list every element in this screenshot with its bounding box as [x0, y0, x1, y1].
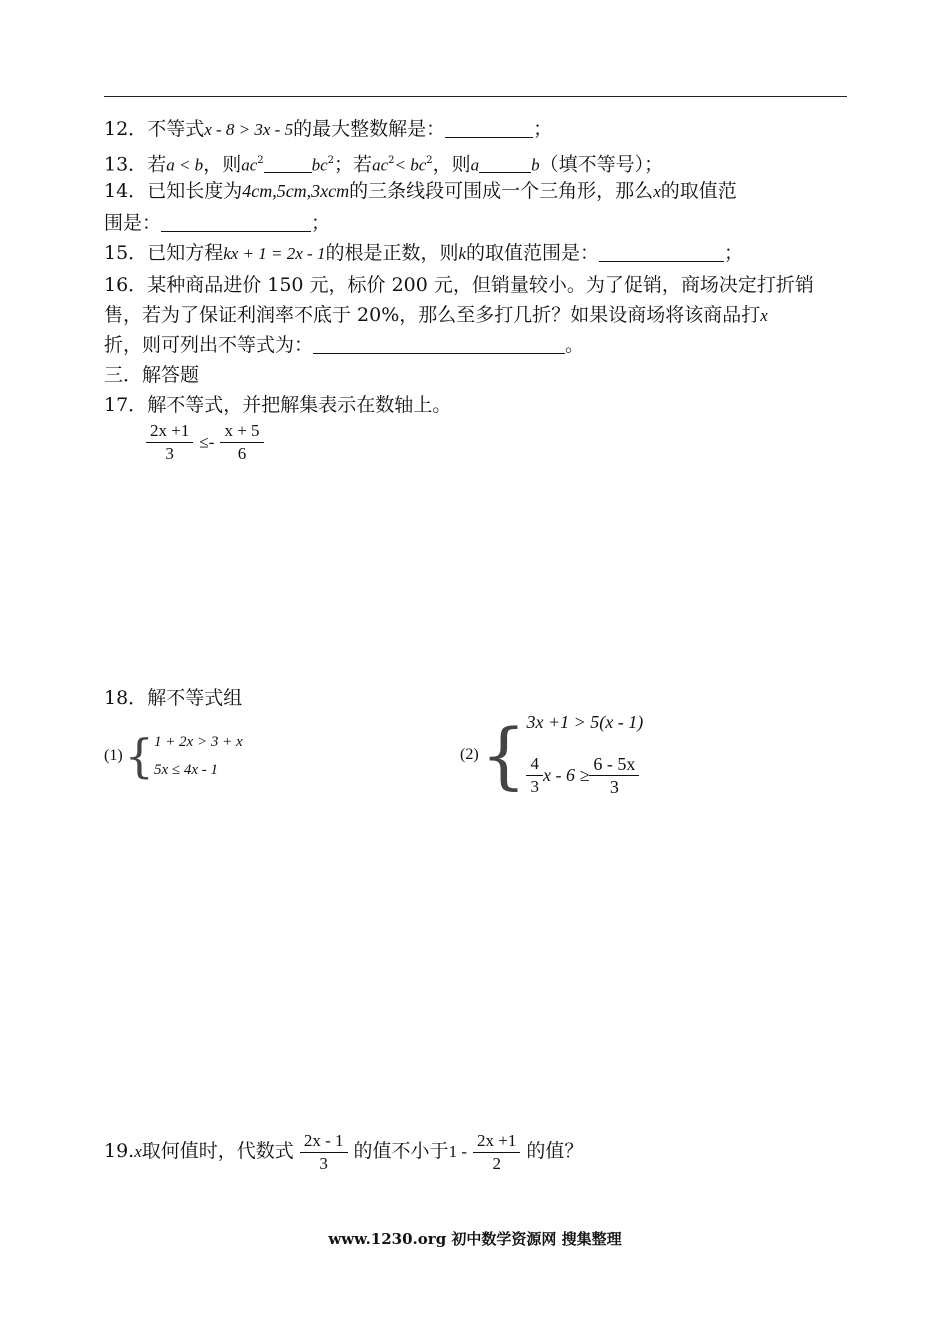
- q18-system-2: (2) { 3x +1 > 5(x - 1) $\frac{4}{3}$ x - 6 ≥ $\frac{6 - 5x}{3}$: [460, 712, 644, 797]
- question-12: 12．不等式x - 8 > 3x - 5的最大整数解是： ；: [104, 118, 553, 140]
- question-15: 15．已知方程kx + 1 = 2x - 1的根是正数，则k的取值范围是： ；: [104, 242, 744, 264]
- q12-number: 12．: [104, 118, 148, 140]
- answer-blank[interactable]: [313, 335, 565, 354]
- answer-blank[interactable]: [445, 119, 533, 138]
- q17-inequality: $\frac{2x +1}{3}$ ≤- $\frac{x + 5}{6}$: [146, 420, 264, 465]
- fraction: $\frac{x + 5}{6}$: [220, 420, 263, 465]
- fraction: $\frac{2x - 1}{3}$: [300, 1130, 348, 1175]
- left-brace: {: [480, 713, 527, 797]
- q18-system-1: (1) { 1 + 2x > 3 + x 5x ≤ 4x - 1: [104, 729, 243, 783]
- question-13: 13．若a < b，则$ac^2$ $bc^2$；若$ac^2< bc^2$，则a b（填不等号）；: [104, 153, 664, 176]
- fraction: $\frac{6 - 5x}{3}$: [589, 753, 639, 798]
- fraction: $\frac{2x +1}{2}$: [473, 1130, 520, 1175]
- question-18: 18．解不等式组: [104, 687, 243, 709]
- footer-source: www.1230.org 初中数学资源网 搜集整理: [328, 1230, 622, 1248]
- question-17: 17．解不等式，并把解集表示在数轴上。: [104, 394, 452, 416]
- question-16: 16．某种商品进价 150 元，标价 200 元，但销量较小。为了促销，商场决定打折销: [104, 274, 814, 296]
- question-19: 19.x取何值时，代数式 $\frac{2x - 1}{3}$ 的值不小于1 - $\frac{2x +1}{2}$ 的值？: [104, 1130, 584, 1173]
- answer-blank[interactable]: [479, 154, 531, 173]
- fraction: $\frac{2x +1}{3}$: [146, 420, 193, 465]
- header-rule: [104, 96, 847, 97]
- answer-blank[interactable]: [264, 154, 312, 173]
- fraction: $\frac{4}{3}$: [526, 753, 543, 798]
- answer-blank[interactable]: [161, 213, 311, 232]
- question-16-line2: 售，若为了保证利润率不底于 20%，那么至多打几折？如果设商场将该商品打x: [104, 304, 768, 326]
- question-14: 14．已知长度为4cm,5cm,3xcm的三条线段可围成一个三角形，那么x的取值范: [104, 180, 737, 202]
- question-16-line3: 折，则可列出不等式为： 。: [104, 334, 585, 356]
- section-heading: 三．解答题: [104, 364, 200, 386]
- q12-inequality: x - 8 > 3x - 5: [204, 120, 294, 139]
- left-brace: {: [124, 729, 154, 783]
- answer-blank[interactable]: [599, 243, 724, 262]
- question-14-cont: 围是： ；: [104, 212, 331, 234]
